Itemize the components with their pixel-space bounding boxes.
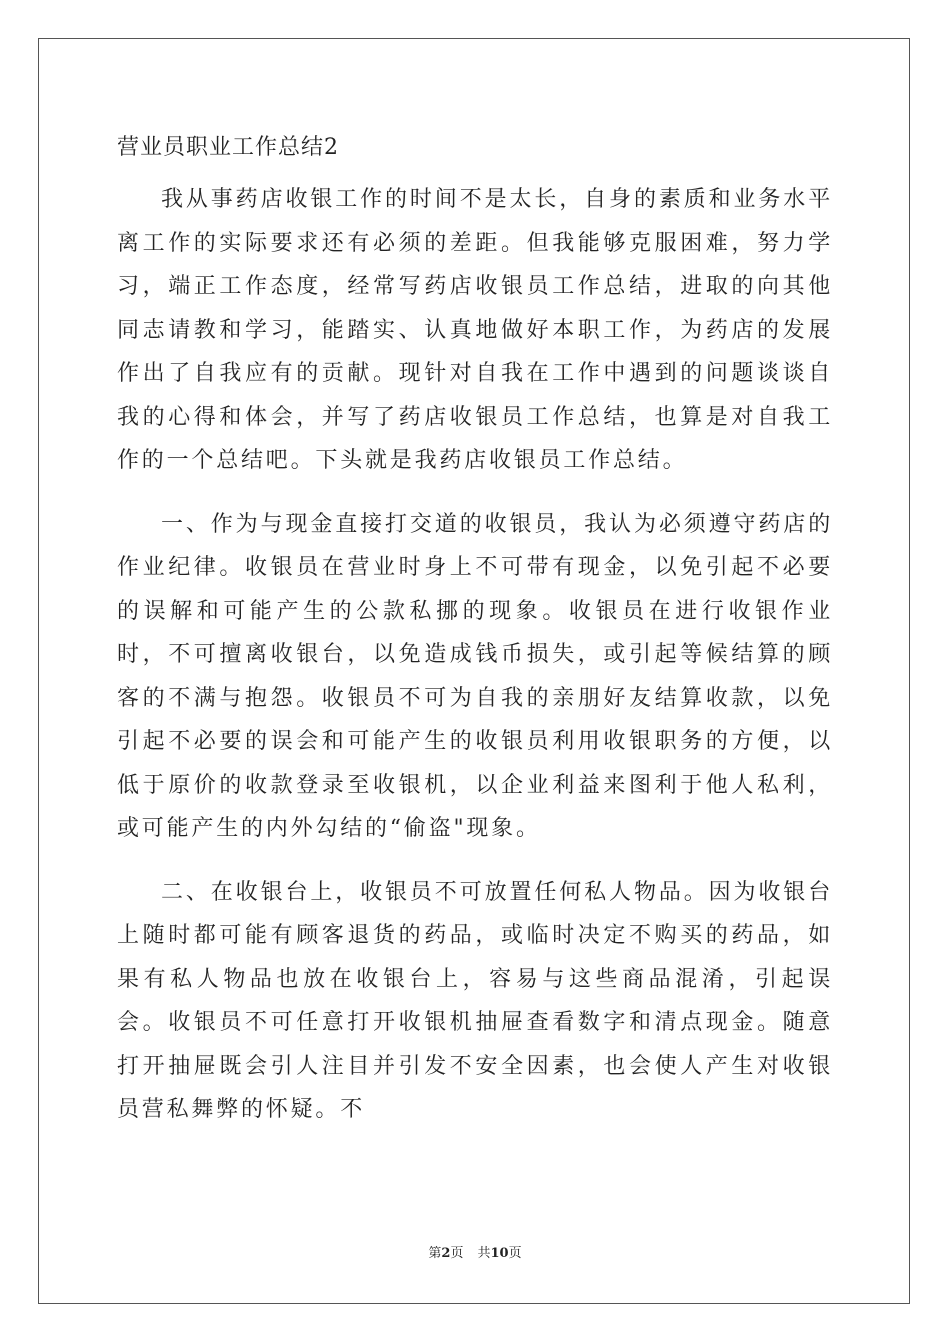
page-prefix: 第: [428, 1246, 442, 1261]
total-page-count: 10: [490, 1246, 509, 1261]
current-page-number: 2: [441, 1246, 451, 1261]
page-footer: [0, 1245, 950, 1263]
document-title: 营业员职业工作总结2: [117, 135, 339, 160]
paragraph-point-one: 一、作为与现金直接打交道的收银员，我认为必须遵守药店的作业纪律。收银员在营业时身上不可带有现金，以免引起不必要的误解和可能产生的公款私挪的现象。收银员在进行收银作业时，不可擅离收银台，以免造成钱币损失，或引起等候结算的顾客的不满与抱怨。收银员不可为自我的亲朋好友结算收款，以免引起不必要的误会和可能产生的收银员利用收银职务的方便，以低于原价的收款登录至收银机，以企业利益来图利于他人私利，或可能产生的内外勾结的“偷盗"现象。: [117, 511, 833, 841]
document-body: [117, 178, 833, 1152]
page-suffix: 页: [450, 1246, 464, 1261]
total-suffix: 页: [508, 1246, 522, 1261]
total-prefix: 共: [477, 1246, 491, 1261]
paragraph-point-two: 二、在收银台上，收银员不可放置任何私人物品。因为收银台上随时都可能有顾客退货的药品，或临时决定不购买的药品，如果有私人物品也放在收银台上，容易与这些商品混淆，引起误会。收银员不可任意打开收银机抽屉查看数字和清点现金。随意打开抽屉既会引人注目并引发不安全因素，也会使人产生对收银员营私舞弊的怀疑。不: [117, 879, 833, 1122]
paragraph-intro: 我从事药店收银工作的时间不是太长，自身的素质和业务水平离工作的实际要求还有必须的差距。但我能够克服困难，努力学习，端正工作态度，经常写药店收银员工作总结，进取的向其他同志请教和学习，能踏实、认真地做好本职工作，为药店的发展作出了自我应有的贡献。现针对自我在工作中遇到的问题谈谈自我的心得和体会，并写了药店收银员工作总结，也算是对自我工作的一个总结吧。下头就是我药店收银员工作总结。: [117, 187, 833, 473]
